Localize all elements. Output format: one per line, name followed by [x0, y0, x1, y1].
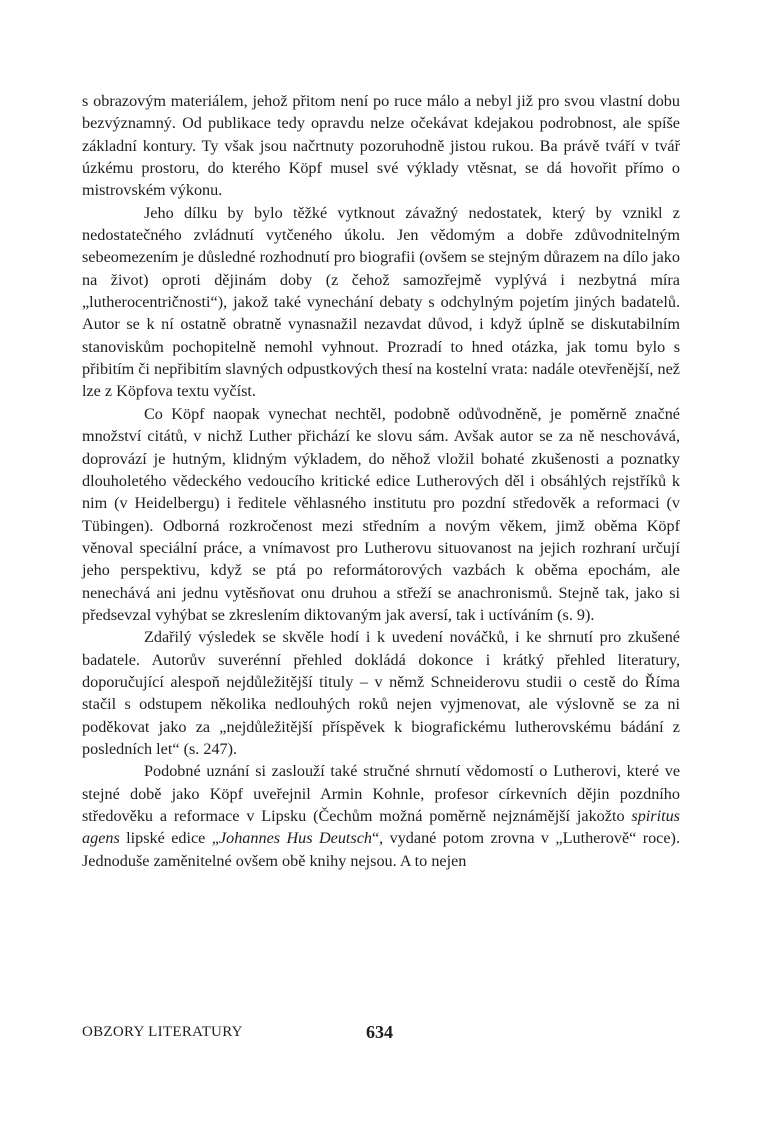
- paragraph-kohnle-text-2: lipské edice „: [119, 829, 219, 848]
- italic-term-spiritus-agens: spiritus agens: [82, 807, 680, 848]
- paragraph-shortcomings: Jeho dílku by bylo těžké vytknout závažný nedostatek, který by vznikl z nedostatečného zvládnutí vytčeného úkolu. Jen vědomým a dobře zdůvodnitelným sebeomezením je důsledné rozhodnutí pro biografii (ovšem se stejným důrazem na dílo jako na život) oproti dějinám doby (z čehož samozřejmě vyplývá i nezbytná míra „lutherocentričnosti“), jakož také vynechání debaty s odchylným pojetím jiných badatelů. Autor se k ní ostatně obratně vynasnažil nezavdat důvod, i když úplně se diskutabilním stanoviskům pochopitelně nemohl vyhnout. Prozradí to hned otázka, jak tomu bylo s přibitím či nepřibitím slavných odpustkových thesí na kostelní vrata: nadále otevřenější, než lze z Köpfova textu vyčíst.: [82, 203, 680, 401]
- journal-name: OBZORY LITERATURY: [82, 1024, 243, 1040]
- paragraph-continuation: s obrazovým materiálem, jehož přitom není po ruce málo a nebyl již pro svou vlastní dobu bezvýznamný. Od publikace tedy opravdu nelze očekávat kdejakou podrobnost, ale spíše základní kontury. Ty však jsou načrtnuty pozoruhodně jistou rukou. Ba právě tváří v tvář úzkému prostoru, do kterého Köpf musel své výklady vtěsnat, se dá hovořit přímo o mistrovském výkonu.: [82, 92, 680, 200]
- paragraph-quotations: Co Köpf naopak vynechat nechtěl, podobně odůvodněně, je poměrně značné množství citátů, v nichž Luther přichází ke slovu sám. Avšak autor se za ně neschovává, doprovází je hutným, klidným výkladem, do něhož vložil bohaté zkušenosti a poznatky dlouholetého vědeckého vedoucího kritické edice Lutherových děl i obsáhlých rejstříků k nim (v Heidelbergu) i ředitele věhlasného institutu pro pozdní středověk a reformaci (v Tübingen). Odborná rozkročenost mezi středním a novým věkem, jimž oběma Köpf věnoval speciální práce, a vnímavost pro Lutherovu situovanost na jejich rozhraní určují jeho perspektivu, když se ptá po reformátorových vazbách k oběma epochám, ale nenechává ani jednu vytěsňovat onu druhou a střeží se anachronismů. Stejně tak, jako si předsevzal vyhýbat se zkreslením diktovaným jak aversí, tak i uctíváním (s. 9).: [82, 404, 680, 624]
- page-footer: [82, 1022, 680, 1052]
- paragraph-result: Zdařilý výsledek se skvěle hodí i k uvedení nováčků, i ke shrnutí pro zkušené badatele. Autorův suverénní přehled dokládá dokonce i krátký přehled literatury, doporučující alespoň nejdůležitější tituly – v němž Schneiderovu studii o cestě do Říma stačil s odstupem několika nedlouhých roků nejen vyjmenovat, ale výslovně se za ni poděkovat jako za „nejdůležitější příspěvek k biografickému lutherovskému bádání z posledních let“ (s. 247).: [82, 628, 680, 758]
- article-body: [82, 90, 680, 872]
- italic-title-edition: Johannes Hus Deutsch: [218, 829, 372, 848]
- page-number: 634: [366, 1022, 393, 1042]
- paragraph-kohnle-text-1: Podobné uznání si zaslouží také stručné shrnutí vědomostí o Lutherovi, které ve stejné době jako Köpf uveřejnil Armin Kohnle, profesor církevních dějin pozdního středověku a reformace v Lipsku (Čechům možná poměrně nejznámější jakožto: [82, 762, 680, 825]
- paragraph-kohnle-text-3: “, vydané potom zrovna v „Lutherově“ roce). Jednoduše zaměnitelné ovšem obě knihy nejsou. A to nejen: [82, 829, 680, 870]
- paragraph-kohnle: [82, 760, 680, 872]
